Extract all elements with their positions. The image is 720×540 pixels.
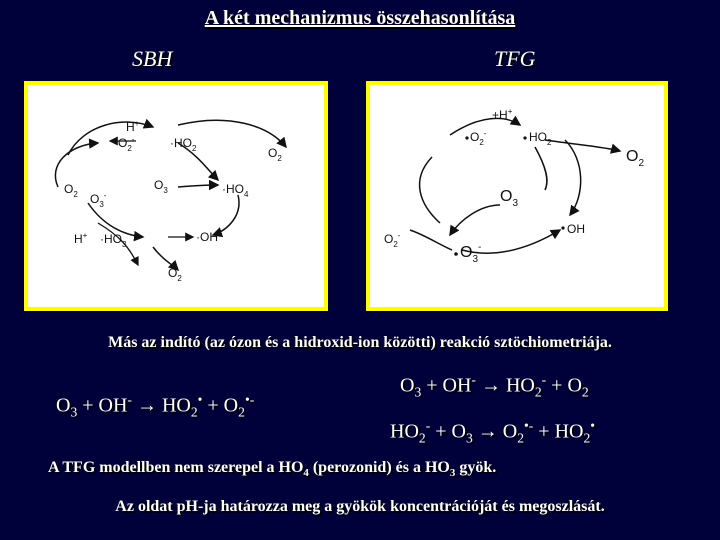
tfg-cycle-svg: [370, 85, 664, 307]
sbh-h-plus-top: H+: [126, 119, 140, 134]
sbh-label: SBH: [132, 46, 173, 71]
tfg-radical-dot-oh: [561, 226, 564, 229]
sbh-o2-right: $O_2$: [268, 146, 282, 163]
tfg-equation-2: $HO_2^- + O_3 \to O_2^{•-} + HO_2^•$: [390, 418, 596, 446]
tfg-label: TFG: [494, 46, 536, 71]
sbh-arrow-left-loop: [55, 143, 98, 187]
sbh-h-plus-bottom: H+: [74, 231, 88, 246]
sbh-equation: $O_3 + OH^- \to HO_2^• + O_2^{•-}$: [56, 392, 255, 420]
sbh-arrow-top-left: [68, 122, 153, 155]
tfg-arrow-o3-mid: [450, 205, 500, 235]
tfg-arrow-bottom: [462, 230, 560, 253]
sbh-o2-left: $O_2$: [64, 182, 78, 199]
tfg-model-note: A TFG modellben nem szerepel a $HO_4$ (perozonid) és a $HO_3$ gyök.: [48, 459, 497, 480]
tfg-radical-dot-o3: [454, 252, 458, 256]
sbh-ho3: $\cdot HO_3$: [100, 232, 127, 249]
sbh-arrow-ho4-oh: [213, 195, 239, 235]
reaction-stoichiometry-text: Más az indító (az ózon és a hidroxid-ion közötti) reakció sztöchiometriája.: [108, 334, 612, 351]
tfg-o3-center: $O_3$: [500, 188, 519, 209]
tfg-equation-1: $O_3 + OH^- \to HO_2^- + O_2$: [400, 372, 589, 400]
tfg-arrow-right: [565, 140, 581, 215]
page-title: A két mechanizmus összehasonlítása: [204, 7, 516, 29]
sbh-o2-minus-top: $O_2^-$: [118, 135, 135, 153]
sbh-arrow-o3-ho4: [178, 185, 218, 187]
tfg-arrow-ho2-o2: [545, 140, 620, 151]
tfg-o2-left: $O_2^-$: [384, 231, 401, 249]
sbh-arrow-top-right: [178, 120, 286, 147]
tfg-oh: OH: [567, 222, 585, 236]
tfg-mechanism-diagram: [366, 81, 668, 311]
sbh-mechanism-diagram: [24, 81, 328, 311]
tfg-arrow-left-outer: [420, 157, 440, 223]
tfg-o2-right: $O_2$: [626, 148, 645, 169]
sbh-oh: ·OH: [196, 230, 218, 244]
sbh-o3-center: $O_3$: [154, 178, 168, 195]
sbh-o3-minus-left: $O_3^-$: [90, 191, 107, 209]
tfg-arrow-left-bottom: [410, 230, 452, 250]
sbh-ho4: $\cdot HO_4$: [222, 182, 249, 199]
ph-note: Az oldat pH-ja határozza meg a gyökök koncentrációját és megoszlását.: [115, 498, 605, 515]
tfg-arrow-ho2-o3: [535, 147, 547, 190]
sbh-cycle-svg: [28, 85, 324, 307]
tfg-ho2: $HO_2$: [529, 130, 552, 147]
tfg-h-plus: +H+: [492, 107, 513, 122]
sbh-ho2-top: $\cdot HO_2$: [170, 136, 197, 153]
tfg-radical-dot-ho2: [523, 136, 526, 139]
tfg-o3-minus: $O_3^-$: [460, 242, 482, 265]
tfg-o2-minus: $O_2^-$: [470, 129, 487, 147]
tfg-radical-dot-o2: [465, 136, 468, 139]
sbh-o2-bottom: $O_2$: [168, 266, 182, 283]
